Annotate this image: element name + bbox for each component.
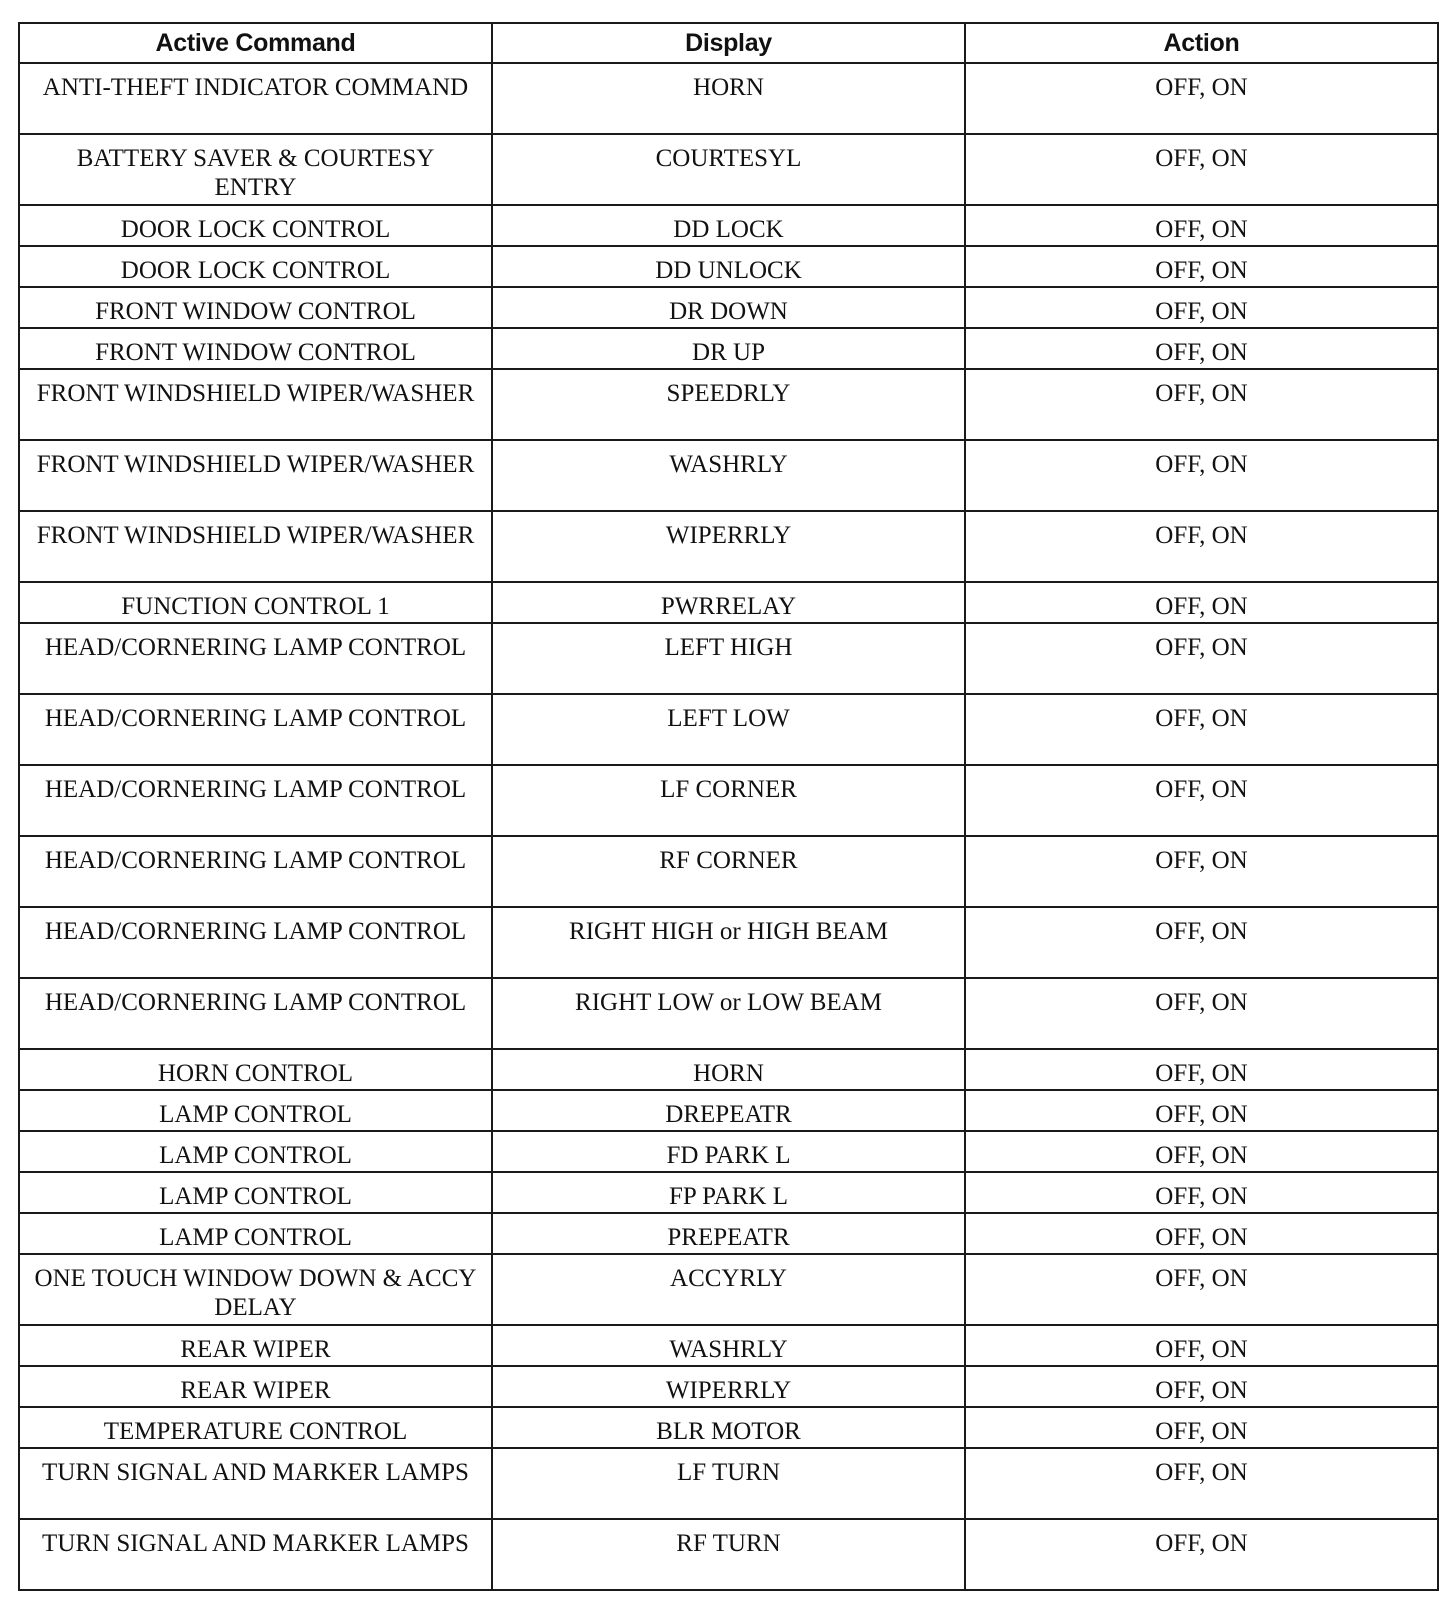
table-row [19, 1172, 1438, 1213]
active-command-cell: REAR WIPER [19, 1325, 492, 1366]
display-cell: DR DOWN [492, 287, 965, 328]
table-row [19, 978, 1438, 1049]
table-row [19, 1131, 1438, 1172]
display-cell: LEFT HIGH [492, 623, 965, 694]
active-command-cell: HEAD/CORNERING LAMP CONTROL [19, 978, 492, 1049]
active-command-cell: LAMP CONTROL [19, 1131, 492, 1172]
display-cell: FP PARK L [492, 1172, 965, 1213]
table-row [19, 511, 1438, 582]
display-cell: FD PARK L [492, 1131, 965, 1172]
active-command-cell: FRONT WINDSHIELD WIPER/WASHER [19, 369, 492, 440]
display-cell: LF CORNER [492, 765, 965, 836]
display-cell: DR UP [492, 328, 965, 369]
table-row [19, 1254, 1438, 1325]
active-command-cell: ANTI-THEFT INDICATOR COMMAND [19, 63, 492, 134]
action-cell: OFF, ON [965, 134, 1438, 205]
display-cell: HORN [492, 1049, 965, 1090]
active-command-cell: LAMP CONTROL [19, 1090, 492, 1131]
active-command-cell: HEAD/CORNERING LAMP CONTROL [19, 907, 492, 978]
table-row [19, 1519, 1438, 1590]
table-row [19, 1448, 1438, 1519]
action-cell: OFF, ON [965, 1254, 1438, 1325]
display-cell: SPEEDRLY [492, 369, 965, 440]
action-cell: OFF, ON [965, 1090, 1438, 1131]
display-cell: LF TURN [492, 1448, 965, 1519]
table-row [19, 328, 1438, 369]
action-cell: OFF, ON [965, 1325, 1438, 1366]
display-cell: HORN [492, 63, 965, 134]
header-active-command: Active Command [19, 23, 492, 63]
action-cell: OFF, ON [965, 1407, 1438, 1448]
display-cell: LEFT LOW [492, 694, 965, 765]
action-cell: OFF, ON [965, 978, 1438, 1049]
action-cell: OFF, ON [965, 836, 1438, 907]
action-cell: OFF, ON [965, 1448, 1438, 1519]
display-cell: PWRRELAY [492, 582, 965, 623]
action-cell: OFF, ON [965, 369, 1438, 440]
action-cell: OFF, ON [965, 205, 1438, 246]
active-command-cell: FRONT WINDSHIELD WIPER/WASHER [19, 440, 492, 511]
table-row [19, 765, 1438, 836]
action-cell: OFF, ON [965, 1366, 1438, 1407]
action-cell: OFF, ON [965, 582, 1438, 623]
action-cell: OFF, ON [965, 694, 1438, 765]
action-cell: OFF, ON [965, 287, 1438, 328]
action-cell: OFF, ON [965, 907, 1438, 978]
display-cell: RF CORNER [492, 836, 965, 907]
active-command-cell: HEAD/CORNERING LAMP CONTROL [19, 694, 492, 765]
action-cell: OFF, ON [965, 246, 1438, 287]
active-command-cell: HEAD/CORNERING LAMP CONTROL [19, 623, 492, 694]
active-command-cell: TURN SIGNAL AND MARKER LAMPS [19, 1448, 492, 1519]
display-cell: RIGHT HIGH or HIGH BEAM [492, 907, 965, 978]
active-command-cell: TURN SIGNAL AND MARKER LAMPS [19, 1519, 492, 1590]
active-command-cell: HORN CONTROL [19, 1049, 492, 1090]
table-row [19, 246, 1438, 287]
table-row [19, 1325, 1438, 1366]
active-command-cell: FRONT WINDOW CONTROL [19, 287, 492, 328]
table-row [19, 1213, 1438, 1254]
active-command-cell: ONE TOUCH WINDOW DOWN & ACCY DELAY [19, 1254, 492, 1325]
table-row [19, 694, 1438, 765]
table-row [19, 440, 1438, 511]
table-row [19, 369, 1438, 440]
active-command-cell: BATTERY SAVER & COURTESY ENTRY [19, 134, 492, 205]
active-command-cell: REAR WIPER [19, 1366, 492, 1407]
active-command-cell: FRONT WINDOW CONTROL [19, 328, 492, 369]
display-cell: RF TURN [492, 1519, 965, 1590]
display-cell: PREPEATR [492, 1213, 965, 1254]
table-row [19, 907, 1438, 978]
table-row [19, 1090, 1438, 1131]
table-body [19, 63, 1438, 1590]
header-row [19, 23, 1438, 63]
action-cell: OFF, ON [965, 1131, 1438, 1172]
action-cell: OFF, ON [965, 623, 1438, 694]
action-cell: OFF, ON [965, 440, 1438, 511]
header-action: Action [965, 23, 1438, 63]
active-command-cell: LAMP CONTROL [19, 1172, 492, 1213]
action-cell: OFF, ON [965, 765, 1438, 836]
active-command-cell: TEMPERATURE CONTROL [19, 1407, 492, 1448]
action-cell: OFF, ON [965, 1049, 1438, 1090]
table-row [19, 63, 1438, 134]
display-cell: WASHRLY [492, 440, 965, 511]
action-cell: OFF, ON [965, 1213, 1438, 1254]
table-row [19, 287, 1438, 328]
active-command-cell: HEAD/CORNERING LAMP CONTROL [19, 765, 492, 836]
action-cell: OFF, ON [965, 1172, 1438, 1213]
table-row [19, 1366, 1438, 1407]
display-cell: RIGHT LOW or LOW BEAM [492, 978, 965, 1049]
action-cell: OFF, ON [965, 63, 1438, 134]
active-command-cell: FRONT WINDSHIELD WIPER/WASHER [19, 511, 492, 582]
active-command-cell: LAMP CONTROL [19, 1213, 492, 1254]
table-row [19, 1049, 1438, 1090]
display-cell: ACCYRLY [492, 1254, 965, 1325]
display-cell: WIPERRLY [492, 1366, 965, 1407]
active-command-cell: DOOR LOCK CONTROL [19, 205, 492, 246]
table-row [19, 836, 1438, 907]
active-command-table [18, 22, 1439, 1591]
active-command-cell: FUNCTION CONTROL 1 [19, 582, 492, 623]
display-cell: WASHRLY [492, 1325, 965, 1366]
table-row [19, 1407, 1438, 1448]
table-row [19, 205, 1438, 246]
display-cell: DD LOCK [492, 205, 965, 246]
header-display: Display [492, 23, 965, 63]
display-cell: DREPEATR [492, 1090, 965, 1131]
display-cell: WIPERRLY [492, 511, 965, 582]
table-row [19, 582, 1438, 623]
table-row [19, 623, 1438, 694]
action-cell: OFF, ON [965, 328, 1438, 369]
action-cell: OFF, ON [965, 1519, 1438, 1590]
action-cell: OFF, ON [965, 511, 1438, 582]
active-command-cell: HEAD/CORNERING LAMP CONTROL [19, 836, 492, 907]
display-cell: COURTESYL [492, 134, 965, 205]
table-row [19, 134, 1438, 205]
display-cell: DD UNLOCK [492, 246, 965, 287]
active-command-cell: DOOR LOCK CONTROL [19, 246, 492, 287]
display-cell: BLR MOTOR [492, 1407, 965, 1448]
